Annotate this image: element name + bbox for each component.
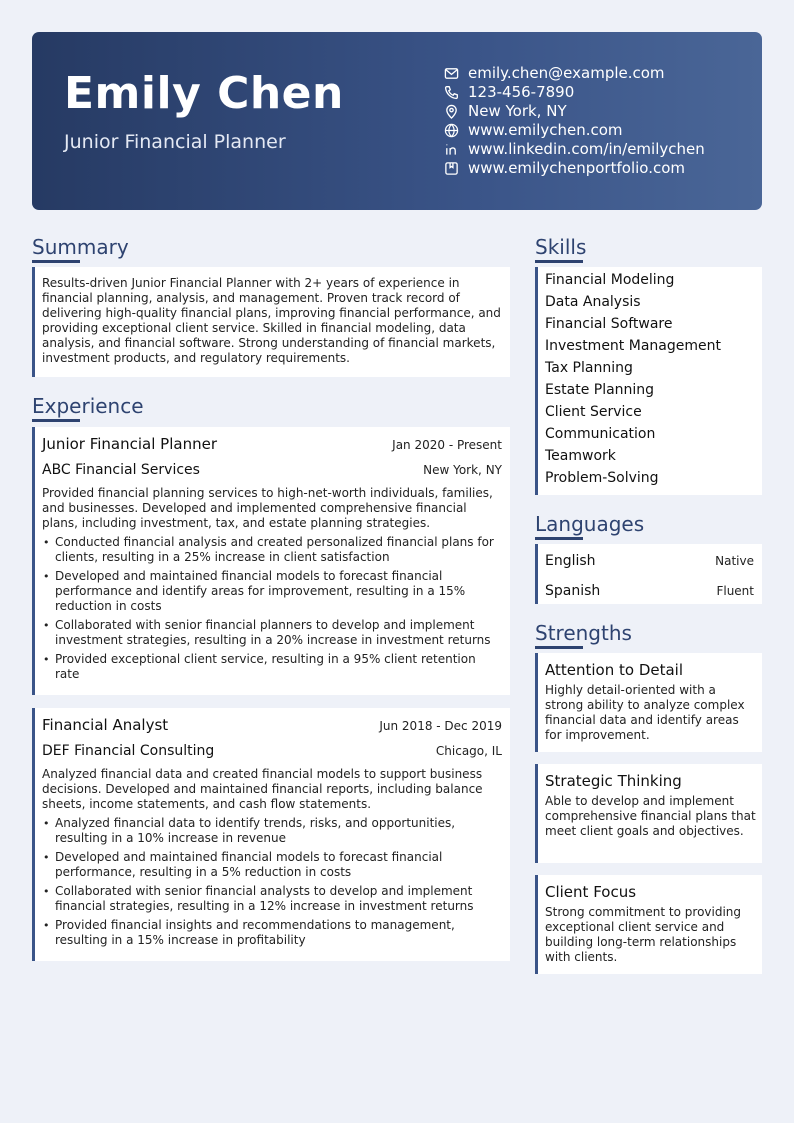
skill-item: Financial Modeling <box>545 272 675 288</box>
language-level: Native <box>715 554 754 568</box>
languages-heading: Languages <box>535 512 645 536</box>
summary-heading: Summary <box>32 235 129 259</box>
list-item: • Conducted financial analysis and created personalized financial plans for clients, resulting in a 25% increase in client satisfaction <box>42 535 502 565</box>
experience-job-2 <box>32 708 510 961</box>
candidate-name: Emily Chen <box>64 68 344 119</box>
contact-linkedin[interactable] <box>443 140 705 159</box>
contact-email-text: emily.chen@example.com <box>468 64 665 82</box>
strength-title: Client Focus <box>545 883 637 901</box>
contact-portfolio-text: www.emilychenportfolio.com <box>468 159 685 177</box>
language-row <box>545 548 754 574</box>
job-company: ABC Financial Services <box>42 462 200 478</box>
skill-item: Estate Planning <box>545 382 655 398</box>
skill-item: Financial Software <box>545 316 673 332</box>
skill-item: Teamwork <box>545 448 616 464</box>
contact-portfolio[interactable] <box>443 159 705 178</box>
languages-card <box>535 544 762 604</box>
summary-card <box>32 267 510 377</box>
language-name: English <box>545 553 596 569</box>
job-title: Junior Financial Planner <box>42 435 217 453</box>
strengths-heading-underline <box>535 646 583 649</box>
language-row <box>545 578 754 604</box>
job-description: Analyzed financial data and created financial models to support business decisions. Developed and maintained financial reports, including balance sheets, income statements, and cash flow statements. <box>42 767 483 811</box>
skills-heading-underline <box>535 260 583 263</box>
skill-item: Problem-Solving <box>545 470 659 486</box>
portfolio-icon <box>443 161 459 177</box>
strength-card <box>535 653 762 752</box>
job-dates: Jan 2020 - Present <box>392 438 502 452</box>
skills-heading: Skills <box>535 235 587 259</box>
strength-title: Attention to Detail <box>545 661 684 679</box>
candidate-title: Junior Financial Planner <box>64 131 286 153</box>
contact-phone[interactable] <box>443 83 705 102</box>
contact-email[interactable] <box>443 64 705 83</box>
experience-job-1 <box>32 427 510 695</box>
job-location: Chicago, IL <box>435 744 502 758</box>
languages-heading-underline <box>535 537 583 540</box>
contact-phone-text: 123-456-7890 <box>468 83 575 101</box>
globe-icon <box>443 123 459 139</box>
strength-title: Strategic Thinking <box>545 772 682 790</box>
strength-card <box>535 764 762 863</box>
summary-text: Results-driven Junior Financial Planner with 2+ years of experience in financial planning, analysis, and management. Proven track record of delivering high-quality financial plans, improving financial performance, and providing exceptional client service. Skilled in financial modeling, data analysis, and financial software. Strong understanding of financial markets, investment products, and regulatory requirements. <box>42 276 501 365</box>
strength-description: Strong commitment to providing exceptional client service and building long-term relationships with clients. <box>545 905 742 964</box>
experience-heading-underline <box>32 419 80 422</box>
list-item: • Provided financial insights and recommendations to management, resulting in a 15% increase in profitability <box>42 918 502 948</box>
strength-description: Able to develop and implement comprehensive financial plans that meet client goals and objectives. <box>545 794 756 838</box>
list-item: • Collaborated with senior financial planners to develop and implement investment strategies, resulting in a 20% increase in investment returns <box>42 618 502 648</box>
skills-card <box>535 267 762 495</box>
skill-item: Data Analysis <box>545 294 641 310</box>
contact-location <box>443 102 705 121</box>
skill-item: Tax Planning <box>545 360 633 376</box>
strength-card <box>535 875 762 974</box>
language-name: Spanish <box>545 583 601 599</box>
strength-description: Highly detail-oriented with a strong ability to analyze complex financial data and identify areas for improvement. <box>545 683 745 742</box>
job-title: Financial Analyst <box>42 716 169 734</box>
job-company: DEF Financial Consulting <box>42 743 215 759</box>
list-item: • Analyzed financial data to identify trends, risks, and opportunities, resulting in a 10% increase in revenue <box>42 816 502 846</box>
phone-icon <box>443 85 459 101</box>
contact-linkedin-text: www.linkedin.com/in/emilychen <box>468 140 705 158</box>
language-level: Fluent <box>716 584 754 598</box>
list-item: • Developed and maintained financial models to forecast financial performance and identify areas for improvement, resulting in a 15% reduction in costs <box>42 569 502 614</box>
job-achievements <box>42 535 502 682</box>
experience-heading: Experience <box>32 394 144 418</box>
job-location: New York, NY <box>423 463 502 477</box>
list-item: • Provided exceptional client service, resulting in a 95% client retention rate <box>42 652 502 682</box>
envelope-icon <box>443 66 459 82</box>
strengths-heading: Strengths <box>535 621 632 645</box>
contact-website-text: www.emilychen.com <box>468 121 623 139</box>
contact-website[interactable] <box>443 121 705 140</box>
contact-location-text: New York, NY <box>468 102 567 120</box>
job-achievements <box>42 816 502 948</box>
location-pin-icon <box>443 104 459 120</box>
list-item: • Developed and maintained financial models to forecast financial performance, resulting in a 5% reduction in costs <box>42 850 502 880</box>
job-dates: Jun 2018 - Dec 2019 <box>379 719 502 733</box>
job-description: Provided financial planning services to high-net-worth individuals, families, and businesses. Developed and implemented comprehensive financial plans, including investment, tax, and estate planning strategies. <box>42 486 493 530</box>
skill-item: Communication <box>545 426 656 442</box>
contact-list <box>443 64 705 178</box>
skill-item: Client Service <box>545 404 642 420</box>
resume-header <box>32 32 762 210</box>
linkedin-icon <box>443 142 459 158</box>
skill-item: Investment Management <box>545 338 721 354</box>
list-item: • Collaborated with senior financial analysts to develop and implement financial strategies, resulting in a 12% increase in investment returns <box>42 884 502 914</box>
summary-heading-underline <box>32 260 80 263</box>
